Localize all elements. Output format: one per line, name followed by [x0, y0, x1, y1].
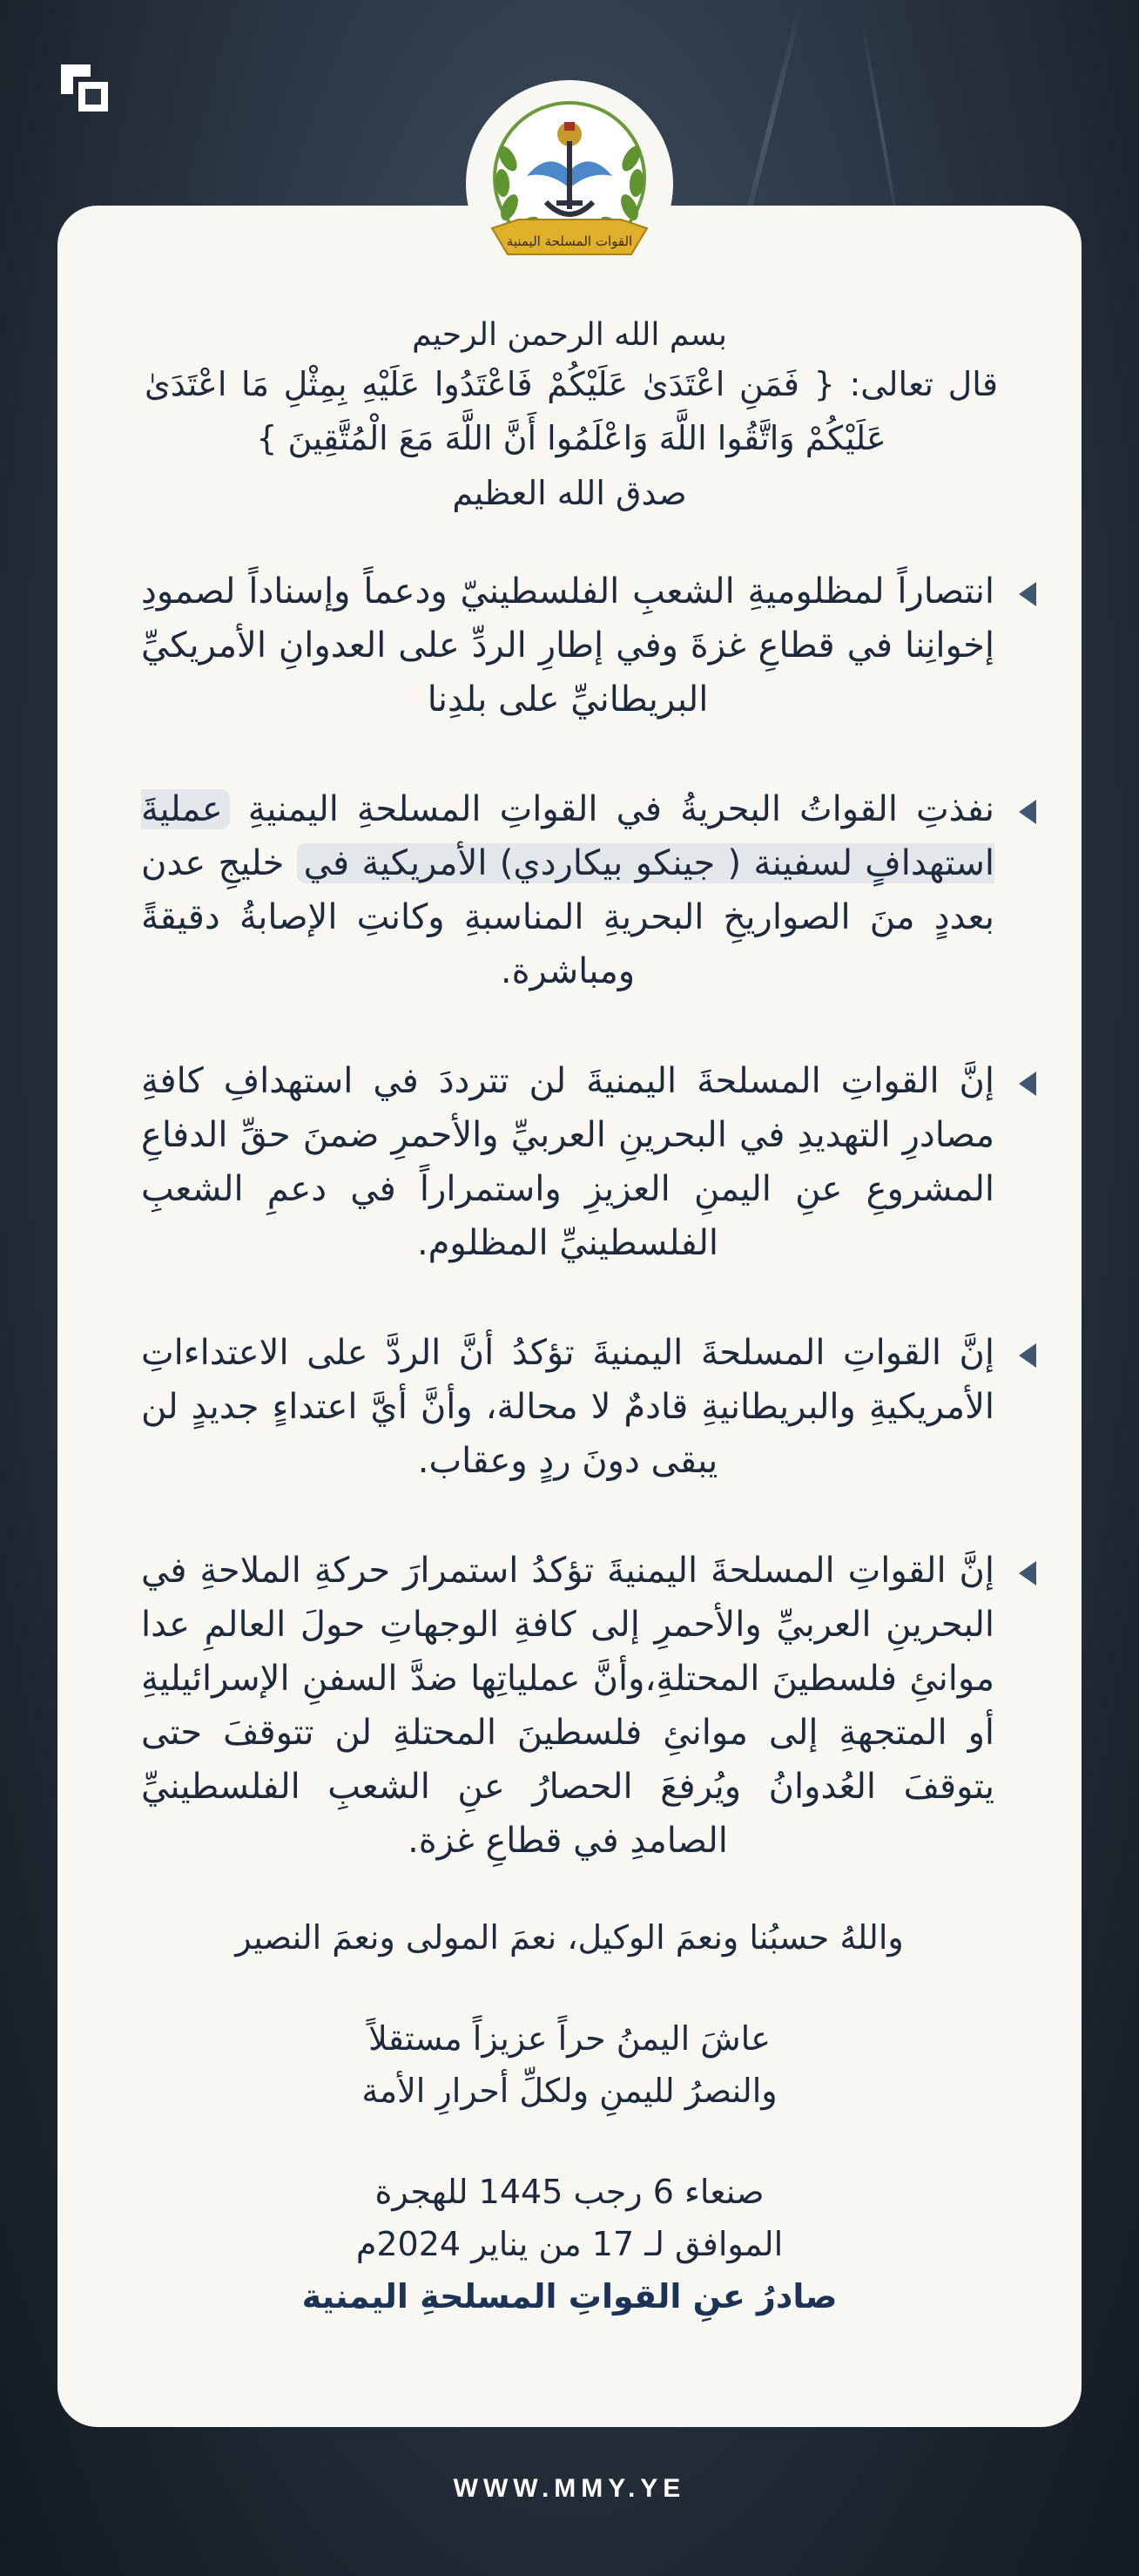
emblem-banner-text: القوات المسلحة اليمنية [506, 233, 633, 249]
date-hijri: صنعاء 6 رجب 1445 للهجرة [374, 2173, 765, 2211]
paragraph-text-before: نفذتِ القواتُ البحريةُ في القواتِ المسلحةِ اليمنيةِ [247, 789, 994, 829]
paragraph-text: إنَّ القواتِ المسلحةَ اليمنيةَ تؤكدُ أنَّ الردَّ على الاعتداءاتِ الأمريكيةِ والبريطانيةِ قادمٌ لا محالة، وأنَّ أيَّ اعتداءٍ جديدٍ لن يبقى دونَ ردٍ وعقاب. [141, 1333, 994, 1481]
paragraph-2 [57, 782, 1082, 998]
paragraph-5 [57, 1544, 1082, 1868]
paragraph-text [141, 782, 994, 998]
slogan-line-1: عاشَ اليمنُ حراً عزيزاً مستقلاً [368, 2019, 771, 2058]
bullet-arrow-icon [1019, 1343, 1036, 1368]
paragraph-3 [57, 1054, 1082, 1270]
quran-close: صدق الله العظيم [452, 474, 687, 512]
paragraph-text-after: خليجِ عدن بعددٍ منَ الصواريخِ البحريةِ المناسبةِ وكانتِ الإصابةُ دقيقةً ومباشرة. [141, 843, 994, 991]
yemeni-armed-forces-emblem [466, 80, 673, 287]
paragraph-text: إنَّ القواتِ المسلحةَ اليمنيةَ تؤكدُ استمرارَ حركةِ الملاحةِ في البحرينِ العربيِّ والأحمرِ إلى كافةِ الوجهاتِ حولَ العالمِ عدا موانئِ فلسطينَ المحتلةِ،وأنَّ عملياتِها ضدَّ السفنِ الإسرائيليةِ أو المتجهةِ إلى موانئِ فلسطينَ المحتلةِ لن تتوقفَ حتى يتوقفَ العُدوانُ ويُرفعَ الحصارُ عنِ الشعبِ الفلسطينيِّ الصامدِ في قطاعِ غزة. [141, 1551, 994, 1861]
closing-dua: واللهُ حسبُنا ونعمَ الوكيل، نعمَ المولى ونعمَ النصير [235, 1918, 904, 1957]
paragraph-text: انتصاراً لمظلوميةِ الشعبِ الفلسطينيّ ودعماً وإسناداً لصمودِ إخوانِنا في قطاعِ غزةَ وفي إطارِ الردِّ على العدوانِ الأمريكيِّ البريطانيِّ على بلدِنا [141, 571, 994, 720]
brand-corner-icon [56, 59, 113, 117]
paragraph-4 [57, 1326, 1082, 1488]
slogan-line-2: والنصرُ لليمنِ ولكلِّ أحرارِ الأمة [361, 2072, 778, 2110]
basmala: بسم الله الرحمن الرحيم [412, 317, 727, 353]
bullet-arrow-icon [1019, 800, 1036, 824]
signature: صادرُ عنِ القواتِ المسلحةِ اليمنية [301, 2277, 838, 2316]
paragraph-1 [57, 565, 1082, 727]
bullet-arrow-icon [1019, 582, 1036, 606]
quran-verse: قال تعالى: { فَمَنِ اعْتَدَىٰ عَلَيْكُمْ فَاعْتَدُوا عَلَيْهِ بِمِثْلِ مَا اعْتَدَىٰ عَلَيْكُمْ وَاتَّقُوا اللَّهَ وَاعْلَمُوا أَنَّ اللَّهَ مَعَ الْمُتَّقِينَ } [145, 365, 998, 457]
paragraph-text: إنَّ القواتِ المسلحةَ اليمنيةَ لن تترددَ في استهدافِ كافةِ مصادرِ التهديدِ في البحرينِ العربيِّ والأحمرِ ضمنَ حقِّ الدفاعِ المشروعِ عنِ اليمنِ العزيزِ واستمراراً في دعمِ الشعبِ الفلسطينيِّ المظلوم. [141, 1061, 994, 1263]
statement-content [57, 314, 1082, 2322]
footer-url[interactable]: WWW.MMY.YE [453, 2474, 686, 2503]
bullet-arrow-icon [1019, 1072, 1036, 1096]
date-gregorian: الموافق لـ 17 من يناير 2024م [355, 2225, 784, 2263]
bullet-arrow-icon [1019, 1561, 1036, 1585]
highlighted-text: عمليةَ استهدافٍ لسفينة ( جينكو بيكاردي) الأمريكية في [141, 789, 995, 883]
